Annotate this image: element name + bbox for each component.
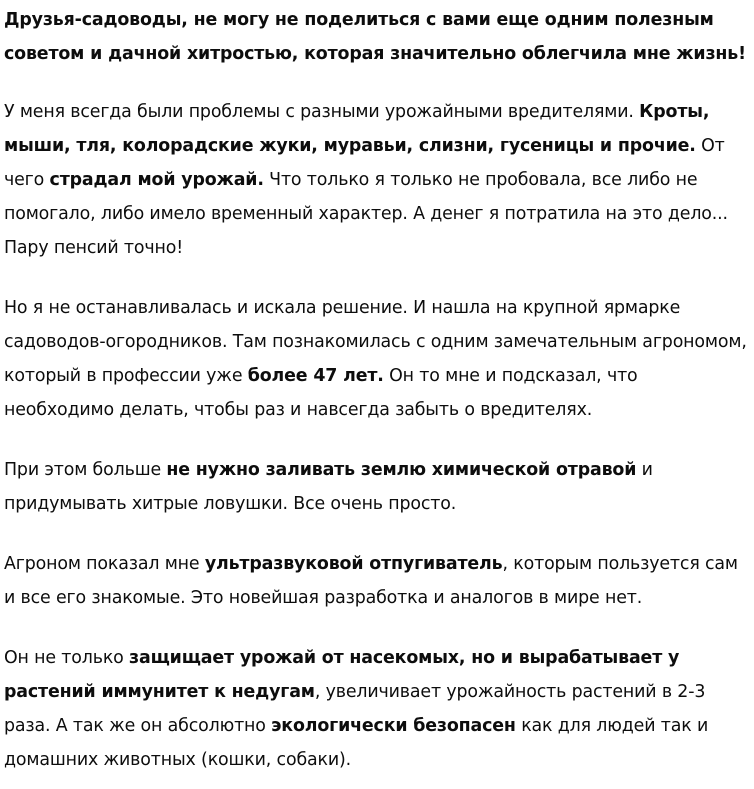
benefits-paragraph bbox=[4, 641, 752, 777]
pests-text-3: Что только я только не пробовала, все либо не помогало, либо имело временный характер. А денег я потратила на это дело... Пару пенсий точно! bbox=[4, 170, 728, 258]
no-chemicals-text-1: При этом больше bbox=[4, 460, 167, 480]
benefits-text-1: Он не только bbox=[4, 648, 130, 668]
pests-harvest-suffered: страдал мой урожай. bbox=[49, 170, 264, 190]
intro-paragraph bbox=[4, 3, 752, 71]
device-paragraph bbox=[4, 547, 752, 615]
article-body bbox=[4, 3, 752, 777]
intro-text: Друзья-садоводы, не могу не поделиться с вами еще одним полезным советом и дачной хитростью, которая значительно облегчила мне жизнь! bbox=[4, 10, 746, 64]
pests-list: Кроты, мыши, тля, колорадские жуки, муравьи, слизни, гусеницы и прочие. bbox=[4, 102, 710, 156]
agronomist-experience: более 47 лет. bbox=[247, 366, 384, 386]
device-text-2: , которым пользуется сам и все его знакомые. Это новейшая разработка и аналогов в мире нет. bbox=[4, 554, 738, 608]
no-chemicals-emphasis: не нужно заливать землю химической отравой bbox=[166, 460, 637, 480]
pests-text-2: От чего bbox=[4, 136, 725, 190]
no-chemicals-text-2: и придумывать хитрые ловушки. Все очень просто. bbox=[4, 460, 653, 514]
agronomist-paragraph bbox=[4, 291, 752, 427]
device-name: ультразвуковой отпугиватель bbox=[204, 554, 503, 574]
no-chemicals-paragraph bbox=[4, 453, 752, 521]
pests-text-1: У меня всегда были проблемы с разными урожайными вредителями. bbox=[4, 102, 640, 122]
pests-paragraph bbox=[4, 95, 752, 265]
device-text-1: Агроном показал мне bbox=[4, 554, 205, 574]
agronomist-text-2: Он то мне и подсказал, что необходимо делать, чтобы раз и навсегда забыть о вредителях. bbox=[4, 366, 638, 420]
benefits-text-2: , увеличивает урожайность растений в 2-3 раза. А так же он абсолютно bbox=[4, 682, 706, 736]
benefits-text-3: как для людей так и домашних животных (кошки, собаки). bbox=[4, 716, 709, 770]
agronomist-text-1: Но я не останавливалась и искала решение. И нашла на крупной ярмарке садоводов-огородников. Там познакомилась с одним замечательным агрономом, который в профессии уже bbox=[4, 298, 747, 386]
benefits-eco-safe: экологически безопасен bbox=[271, 716, 516, 736]
benefits-protection: защищает урожай от насекомых, но и вырабатывает у растений иммунитет к недугам bbox=[4, 648, 680, 702]
